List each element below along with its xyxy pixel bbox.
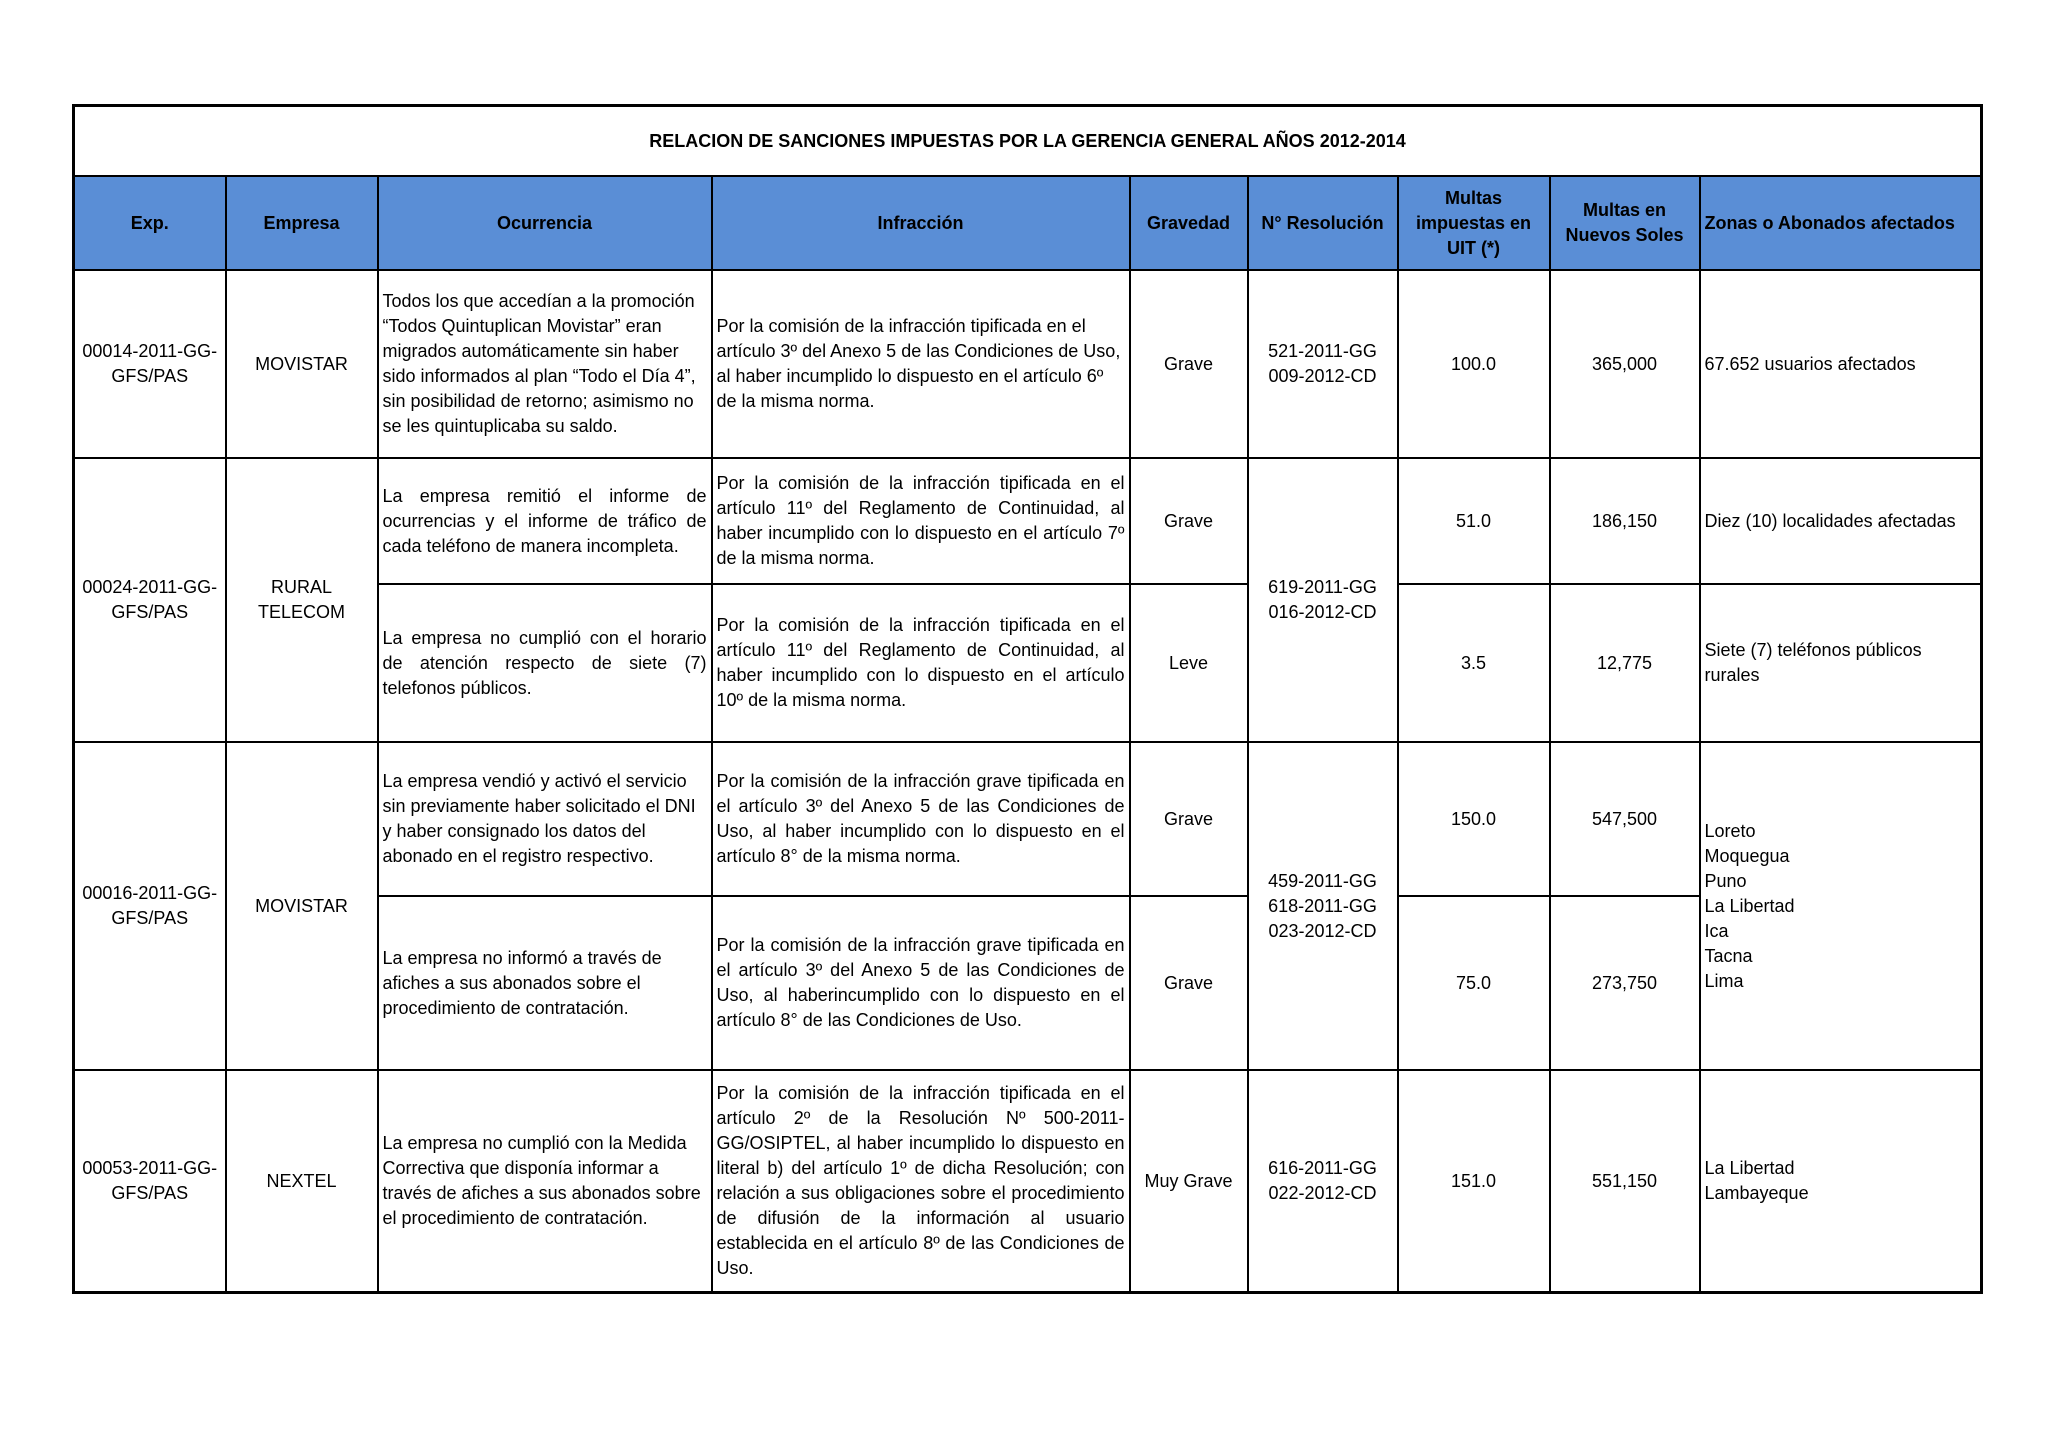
header-empresa: Empresa (226, 176, 378, 270)
gravedad-cell: Grave (1130, 270, 1248, 458)
header-exp: Exp. (74, 176, 226, 270)
exp-cell: 00053-2011-GG-GFS/PAS (74, 1070, 226, 1292)
header-multas-soles: Multas en Nuevos Soles (1550, 176, 1700, 270)
header-zonas: Zonas o Abonados afectados (1700, 176, 1982, 270)
header-row (74, 176, 1982, 270)
table-title: RELACION DE SANCIONES IMPUESTAS POR LA GERENCIA GENERAL AÑOS 2012-2014 (74, 106, 1982, 177)
table-row (74, 458, 1982, 584)
header-multas-uit: Multas impuestas en UIT (*) (1398, 176, 1550, 270)
zonas-cell: Loreto Moquegua Puno La Libertad Ica Tacna Lima (1700, 742, 1982, 1070)
gravedad-cell: Grave (1130, 742, 1248, 896)
multa-uit-cell: 75.0 (1398, 896, 1550, 1070)
multa-uit-cell: 51.0 (1398, 458, 1550, 584)
empresa-cell: NEXTEL (226, 1070, 378, 1292)
gravedad-cell: Leve (1130, 584, 1248, 742)
zonas-cell: 67.652 usuarios afectados (1700, 270, 1982, 458)
multa-soles-cell: 12,775 (1550, 584, 1700, 742)
sanctions-table (72, 104, 1983, 1294)
ocurrencia-cell: La empresa no informó a través de afiches a sus abonados sobre el procedimiento de contratación. (378, 896, 712, 1070)
infraccion-cell: Por la comisión de la infracción grave tipificada en el artículo 3º del Anexo 5 de las Condiciones de Uso, al haber incumplido con lo dispuesto en el artículo 8° de la misma norma. (712, 742, 1130, 896)
zonas-cell: Diez (10) localidades afectadas (1700, 458, 1982, 584)
ocurrencia-cell: La empresa remitió el informe de ocurrencias y el informe de tráfico de cada teléfono de manera incompleta. (378, 458, 712, 584)
multa-uit-cell: 3.5 (1398, 584, 1550, 742)
exp-cell: 00016-2011-GG-GFS/PAS (74, 742, 226, 1070)
resolucion-cell: 616-2011-GG 022-2012-CD (1248, 1070, 1398, 1292)
header-ocurrencia: Ocurrencia (378, 176, 712, 270)
header-infraccion: Infracción (712, 176, 1130, 270)
infraccion-cell: Por la comisión de la infracción tipificada en el artículo 2º de la Resolución Nº 500-2011-GG/OSIPTEL, al haber incumplido lo dispuesto en literal b) del artículo 1º de dicha Resolución; con relación a sus obligaciones sobre el procedimiento de difusión de la información al usuario establecida en el artículo 8º de las Condiciones de Uso. (712, 1070, 1130, 1292)
multa-soles-cell: 547,500 (1550, 742, 1700, 896)
infraccion-cell: Por la comisión de la infracción tipificada en el artículo 3º del Anexo 5 de las Condiciones de Uso, al haber incumplido lo dispuesto en el artículo 6º de la misma norma. (712, 270, 1130, 458)
empresa-cell: MOVISTAR (226, 742, 378, 1070)
exp-cell: 00014-2011-GG-GFS/PAS (74, 270, 226, 458)
header-gravedad: Gravedad (1130, 176, 1248, 270)
multa-uit-cell: 151.0 (1398, 1070, 1550, 1292)
ocurrencia-cell: La empresa no cumplió con la Medida Correctiva que disponía informar a través de afiches a sus abonados sobre el procedimiento de contratación. (378, 1070, 712, 1292)
infraccion-cell: Por la comisión de la infracción tipificada en el artículo 11º del Reglamento de Continuidad, al haber incumplido con lo dispuesto en el artículo 10º de la misma norma. (712, 584, 1130, 742)
empresa-cell: RURAL TELECOM (226, 458, 378, 742)
multa-soles-cell: 273,750 (1550, 896, 1700, 1070)
table-row (74, 1070, 1982, 1292)
multa-uit-cell: 150.0 (1398, 742, 1550, 896)
resolucion-cell: 521-2011-GG 009-2012-CD (1248, 270, 1398, 458)
zonas-cell: Siete (7) teléfonos públicos rurales (1700, 584, 1982, 742)
infraccion-cell: Por la comisión de la infracción grave tipificada en el artículo 3º del Anexo 5 de las Condiciones de Uso, al haberincumplido con lo dispuesto en el artículo 8° de las Condiciones de Uso. (712, 896, 1130, 1070)
zonas-cell: La Libertad Lambayeque (1700, 1070, 1982, 1292)
header-resolucion: N° Resolución (1248, 176, 1398, 270)
resolucion-cell: 619-2011-GG 016-2012-CD (1248, 458, 1398, 742)
table-row (74, 742, 1982, 896)
resolucion-cell: 459-2011-GG 618-2011-GG 023-2012-CD (1248, 742, 1398, 1070)
multa-soles-cell: 551,150 (1550, 1070, 1700, 1292)
empresa-cell: MOVISTAR (226, 270, 378, 458)
title-row (74, 106, 1982, 177)
gravedad-cell: Grave (1130, 896, 1248, 1070)
multa-uit-cell: 100.0 (1398, 270, 1550, 458)
multa-soles-cell: 186,150 (1550, 458, 1700, 584)
ocurrencia-cell: La empresa vendió y activó el servicio sin previamente haber solicitado el DNI y haber consignado los datos del abonado en el registro respectivo. (378, 742, 712, 896)
ocurrencia-cell: Todos los que accedían a la promoción “Todos Quintuplican Movistar” eran migrados automáticamente sin haber sido informados al plan “Todo el Día 4”, sin posibilidad de retorno; asimismo no se les quintuplicaba su saldo. (378, 270, 712, 458)
gravedad-cell: Grave (1130, 458, 1248, 584)
gravedad-cell: Muy Grave (1130, 1070, 1248, 1292)
multa-soles-cell: 365,000 (1550, 270, 1700, 458)
infraccion-cell: Por la comisión de la infracción tipificada en el artículo 11º del Reglamento de Continuidad, al haber incumplido con lo dispuesto en el artículo 7º de la misma norma. (712, 458, 1130, 584)
table-row (74, 270, 1982, 458)
exp-cell: 00024-2011-GG-GFS/PAS (74, 458, 226, 742)
ocurrencia-cell: La empresa no cumplió con el horario de atención respecto de siete (7) telefonos públicos. (378, 584, 712, 742)
